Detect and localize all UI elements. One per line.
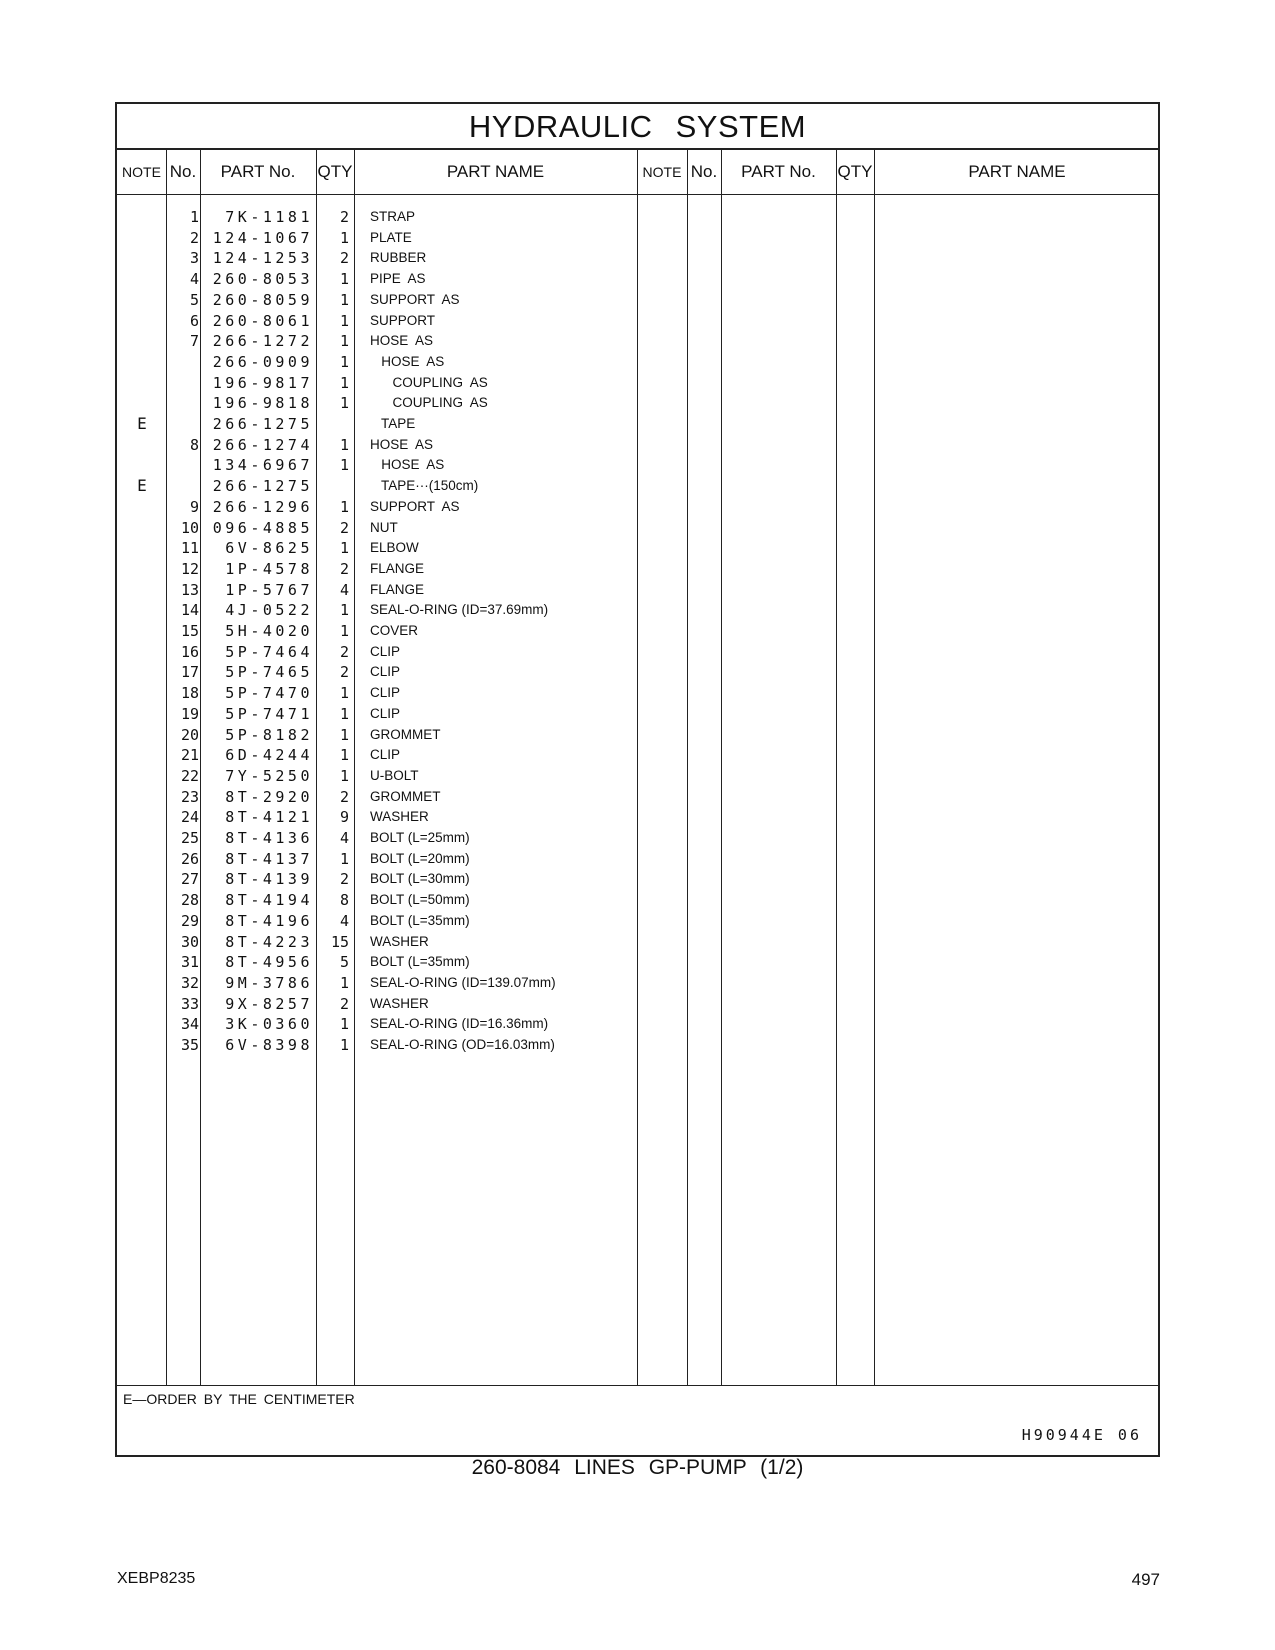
row-part-name: CLIP <box>370 747 401 763</box>
row-part-no: 8T-2920 <box>225 787 313 806</box>
row-note <box>117 330 167 352</box>
row-part-name: CLIP <box>370 643 401 659</box>
row-qty: 2 <box>339 663 349 682</box>
row-qty: 1 <box>339 394 349 413</box>
row-note <box>117 351 167 373</box>
row-number <box>167 351 199 373</box>
row-note <box>117 972 167 994</box>
row-note: E <box>137 414 147 433</box>
row-part-name: SUPPORT AS <box>370 291 460 307</box>
row-note <box>117 993 167 1015</box>
row-part-no: 6V-8398 <box>225 1036 313 1054</box>
row-qty: 2 <box>339 249 349 268</box>
row-qty: 1 <box>339 270 349 289</box>
row-note <box>117 910 167 932</box>
row-number: 32 <box>180 973 199 992</box>
row-note <box>117 268 167 290</box>
row-note <box>117 951 167 973</box>
row-number: 7 <box>189 332 199 351</box>
row-number: 6 <box>189 311 199 330</box>
row-part-name: BOLT (L=35mm) <box>370 954 470 970</box>
row-note <box>117 247 167 269</box>
row-number: 9 <box>189 497 199 516</box>
row-note <box>117 806 167 828</box>
row-part-no: 5P-8182 <box>225 725 313 744</box>
row-part-no: 124-1253 <box>212 249 313 268</box>
row-part-name: TAPE···(150cm) <box>370 478 479 494</box>
row-qty: 2 <box>339 787 349 806</box>
row-qty: 1 <box>339 435 349 454</box>
row-part-name: U-BOLT <box>370 767 419 783</box>
row-note <box>117 889 167 911</box>
row-number: 11 <box>180 539 199 558</box>
row-qty: 1 <box>339 456 349 475</box>
row-qty: 2 <box>339 870 349 889</box>
row-number <box>167 475 199 497</box>
row-part-name: CLIP <box>370 705 401 721</box>
row-qty: 1 <box>339 684 349 703</box>
parts-table-frame <box>115 102 1160 1457</box>
row-note <box>117 620 167 642</box>
row-part-name: CLIP <box>370 685 401 701</box>
row-qty: 2 <box>339 559 349 578</box>
footer-divider <box>117 1385 1158 1386</box>
row-note <box>117 372 167 394</box>
row-part-no: 6V-8625 <box>225 539 313 558</box>
row-note <box>117 848 167 870</box>
row-part-no: 266-1275 <box>212 415 313 433</box>
row-part-no: 7K-1181 <box>225 208 313 226</box>
row-qty: 4 <box>339 911 349 930</box>
row-part-name: PIPE AS <box>370 271 426 287</box>
row-note <box>117 392 167 414</box>
row-qty: 1 <box>339 332 349 351</box>
row-part-no: 134-6967 <box>212 456 313 475</box>
row-note <box>117 724 167 746</box>
row-note <box>117 641 167 663</box>
row-note <box>117 517 167 539</box>
row-part-name: HOSE AS <box>370 436 434 452</box>
row-part-name: GROMMET <box>370 726 441 742</box>
row-note <box>117 558 167 580</box>
col-divider <box>354 150 355 1386</box>
header-divider <box>117 194 1158 195</box>
row-part-name: BOLT (L=35mm) <box>370 912 470 928</box>
row-part-no: 124-1067 <box>212 228 313 247</box>
row-number: 1 <box>189 208 199 226</box>
row-part-no: 1P-5767 <box>225 580 313 599</box>
row-number: 26 <box>180 849 199 868</box>
row-part-name: BOLT (L=20mm) <box>370 850 470 866</box>
row-part-name: BOLT (L=25mm) <box>370 830 470 845</box>
row-number <box>167 392 199 414</box>
col-divider <box>200 150 201 1386</box>
header-part-no: PART No. <box>220 162 296 181</box>
row-qty: 5 <box>339 953 349 972</box>
row-number: 25 <box>180 829 199 847</box>
row-qty: 2 <box>339 994 349 1013</box>
row-note <box>117 434 167 456</box>
row-number: 17 <box>180 663 199 682</box>
row-qty: 1 <box>339 373 349 392</box>
row-qty: 4 <box>339 829 349 847</box>
row-part-name: WASHER <box>370 933 429 949</box>
document-id: XEBP8235 <box>117 1570 196 1587</box>
row-number: 22 <box>180 766 199 785</box>
col-divider <box>836 150 837 1386</box>
row-part-no: 8T-4137 <box>225 849 313 868</box>
header-note-right: NOTE <box>642 164 682 180</box>
row-number: 12 <box>180 559 199 578</box>
row-number: 8 <box>189 435 199 454</box>
row-note <box>117 765 167 787</box>
row-part-name: BOLT (L=50mm) <box>370 892 470 908</box>
header-qty-right: QTY <box>837 162 873 181</box>
row-qty: 9 <box>339 808 349 827</box>
row-qty: 1 <box>339 311 349 330</box>
col-divider <box>721 150 722 1386</box>
row-qty: 1 <box>339 539 349 558</box>
row-part-no: 096-4885 <box>212 518 313 537</box>
row-part-no: 196-9817 <box>212 373 313 392</box>
row-part-name: SUPPORT <box>370 312 436 328</box>
row-qty: 1 <box>339 849 349 868</box>
row-number: 34 <box>180 1015 199 1034</box>
row-part-no: 8T-4196 <box>225 911 313 930</box>
row-note <box>117 1013 167 1035</box>
row-note <box>117 682 167 704</box>
row-qty: 15 <box>330 932 349 951</box>
row-part-no: 260-8053 <box>212 270 313 289</box>
row-part-name: TAPE <box>370 416 416 431</box>
row-note <box>117 454 167 476</box>
row-number <box>167 454 199 476</box>
row-number: 20 <box>180 725 199 744</box>
row-qty: 1 <box>339 228 349 247</box>
row-part-name: WASHER <box>370 809 429 825</box>
row-qty: 1 <box>339 1036 349 1054</box>
row-note <box>117 289 167 311</box>
header-qty: QTY <box>317 162 353 181</box>
row-note <box>117 827 167 849</box>
row-part-name: SEAL-O-RING (ID=139.07mm) <box>370 974 556 990</box>
row-part-no: 266-1296 <box>212 497 313 516</box>
row-part-no: 5P-7464 <box>225 642 313 661</box>
row-number: 5 <box>189 290 199 309</box>
header-no-right: No. <box>690 162 718 181</box>
row-part-no: 8T-4956 <box>225 953 313 972</box>
row-number: 4 <box>189 270 199 289</box>
row-number <box>167 413 199 435</box>
row-part-name: HOSE AS <box>370 457 445 473</box>
row-part-no: 1P-4578 <box>225 559 313 578</box>
header-part-no-right: PART No. <box>741 162 816 181</box>
row-part-no: 7Y-5250 <box>225 766 313 785</box>
row-part-name: HOSE AS <box>370 353 445 369</box>
row-part-name: SEAL-O-RING (OD=16.03mm) <box>370 1037 555 1052</box>
row-number: 13 <box>180 580 199 599</box>
row-note <box>117 227 167 249</box>
row-qty: 1 <box>339 601 349 620</box>
row-qty: 4 <box>339 580 349 599</box>
row-number: 3 <box>189 249 199 268</box>
row-number: 18 <box>180 684 199 703</box>
figure-caption: 260-8084 LINES GP-PUMP (1/2) <box>471 1456 804 1479</box>
row-part-no: 9X-8257 <box>225 994 313 1013</box>
row-note: E <box>137 476 147 496</box>
header-part-name-right: PART NAME <box>968 162 1066 181</box>
row-qty: 2 <box>339 518 349 537</box>
row-part-name: SEAL-O-RING (ID=37.69mm) <box>370 602 549 618</box>
row-qty: 1 <box>339 622 349 640</box>
row-part-name: CLIP <box>370 664 401 680</box>
row-part-no: 8T-4139 <box>225 870 313 889</box>
footnote: E—ORDER BY THE CENTIMETER <box>123 1391 355 1407</box>
row-note <box>117 661 167 683</box>
header-no: No. <box>169 162 197 181</box>
row-part-name: NUT <box>370 519 398 535</box>
row-qty: 1 <box>339 973 349 992</box>
row-part-name: COUPLING AS <box>370 374 488 390</box>
header-note: NOTE <box>122 164 161 180</box>
row-note <box>117 1034 167 1056</box>
row-number: 27 <box>180 870 199 889</box>
row-note <box>117 206 167 228</box>
row-note <box>117 703 167 725</box>
row-note <box>117 496 167 518</box>
row-note <box>117 579 167 601</box>
row-qty: 1 <box>339 704 349 723</box>
page-number: 497 <box>1131 1570 1160 1589</box>
row-part-name: RUBBER <box>370 250 427 266</box>
row-part-name: HOSE AS <box>370 333 434 349</box>
row-number: 24 <box>180 808 199 827</box>
row-qty: 1 <box>339 1015 349 1034</box>
row-number: 33 <box>180 994 199 1013</box>
row-part-name: WASHER <box>370 995 429 1011</box>
row-qty: 2 <box>339 642 349 661</box>
row-qty: 1 <box>339 497 349 516</box>
row-part-no: 5P-7465 <box>225 663 313 682</box>
row-part-no: 9M-3786 <box>225 973 313 992</box>
row-part-name: FLANGE <box>370 581 425 597</box>
row-qty: 2 <box>339 208 349 226</box>
row-part-no: 266-1272 <box>212 332 313 351</box>
row-part-no: 266-0909 <box>212 352 313 371</box>
reference-code: H90944E 06 <box>1021 1426 1142 1444</box>
row-qty <box>317 475 349 497</box>
row-number: 10 <box>180 518 199 537</box>
row-part-name: COUPLING AS <box>370 395 488 411</box>
row-note <box>117 786 167 808</box>
row-note <box>117 310 167 332</box>
row-number: 19 <box>180 704 199 723</box>
row-part-no: 8T-4194 <box>225 891 313 910</box>
row-qty: 1 <box>339 766 349 785</box>
row-part-no: 3K-0360 <box>225 1015 313 1034</box>
row-qty: 1 <box>339 725 349 744</box>
row-part-no: 5P-7470 <box>225 684 313 703</box>
row-part-no: 6D-4244 <box>225 746 313 765</box>
row-number: 35 <box>180 1036 199 1054</box>
row-qty <box>317 413 349 435</box>
row-part-no: 8T-4121 <box>225 808 313 827</box>
row-part-name: ELBOW <box>370 540 419 556</box>
row-part-name: STRAP <box>370 209 416 224</box>
row-qty: 1 <box>339 746 349 765</box>
row-number: 28 <box>180 891 199 910</box>
row-number: 15 <box>180 622 199 640</box>
row-qty: 1 <box>339 352 349 371</box>
row-part-no: 5P-7471 <box>225 704 313 723</box>
row-note <box>117 537 167 559</box>
row-part-name: BOLT (L=30mm) <box>370 871 470 887</box>
col-divider <box>687 150 688 1386</box>
row-part-no: 260-8059 <box>212 290 313 309</box>
row-part-no: 260-8061 <box>212 311 313 330</box>
row-part-no: 266-1275 <box>212 477 313 496</box>
row-number: 2 <box>189 228 199 247</box>
row-part-no: 196-9818 <box>212 394 313 413</box>
row-part-name: GROMMET <box>370 788 441 804</box>
row-note <box>117 868 167 890</box>
row-part-no: 266-1274 <box>212 435 313 454</box>
row-part-no: 8T-4136 <box>225 829 313 847</box>
section-title: HYDRAULIC SYSTEM <box>117 104 1158 150</box>
row-part-no: 4J-0522 <box>225 601 313 620</box>
row-part-no: 5H-4020 <box>225 622 313 640</box>
row-part-name: COVER <box>370 623 419 638</box>
row-number: 14 <box>180 601 199 620</box>
row-part-name: FLANGE <box>370 560 425 576</box>
row-number: 16 <box>180 642 199 661</box>
row-part-name: SEAL-O-RING (ID=16.36mm) <box>370 1016 549 1032</box>
row-part-name: SUPPORT AS <box>370 498 460 514</box>
header-part-name: PART NAME <box>446 162 545 181</box>
row-note <box>117 744 167 766</box>
row-part-no: 8T-4223 <box>225 932 313 951</box>
row-number: 31 <box>180 953 199 972</box>
row-qty: 1 <box>339 290 349 309</box>
row-note <box>117 931 167 953</box>
col-divider <box>874 150 875 1386</box>
row-number <box>167 372 199 394</box>
row-number: 30 <box>180 932 199 951</box>
row-number: 29 <box>180 911 199 930</box>
row-number: 23 <box>180 787 199 806</box>
row-qty: 8 <box>339 891 349 910</box>
row-note <box>117 599 167 621</box>
row-part-name: PLATE <box>370 229 412 245</box>
row-number: 21 <box>180 746 199 765</box>
